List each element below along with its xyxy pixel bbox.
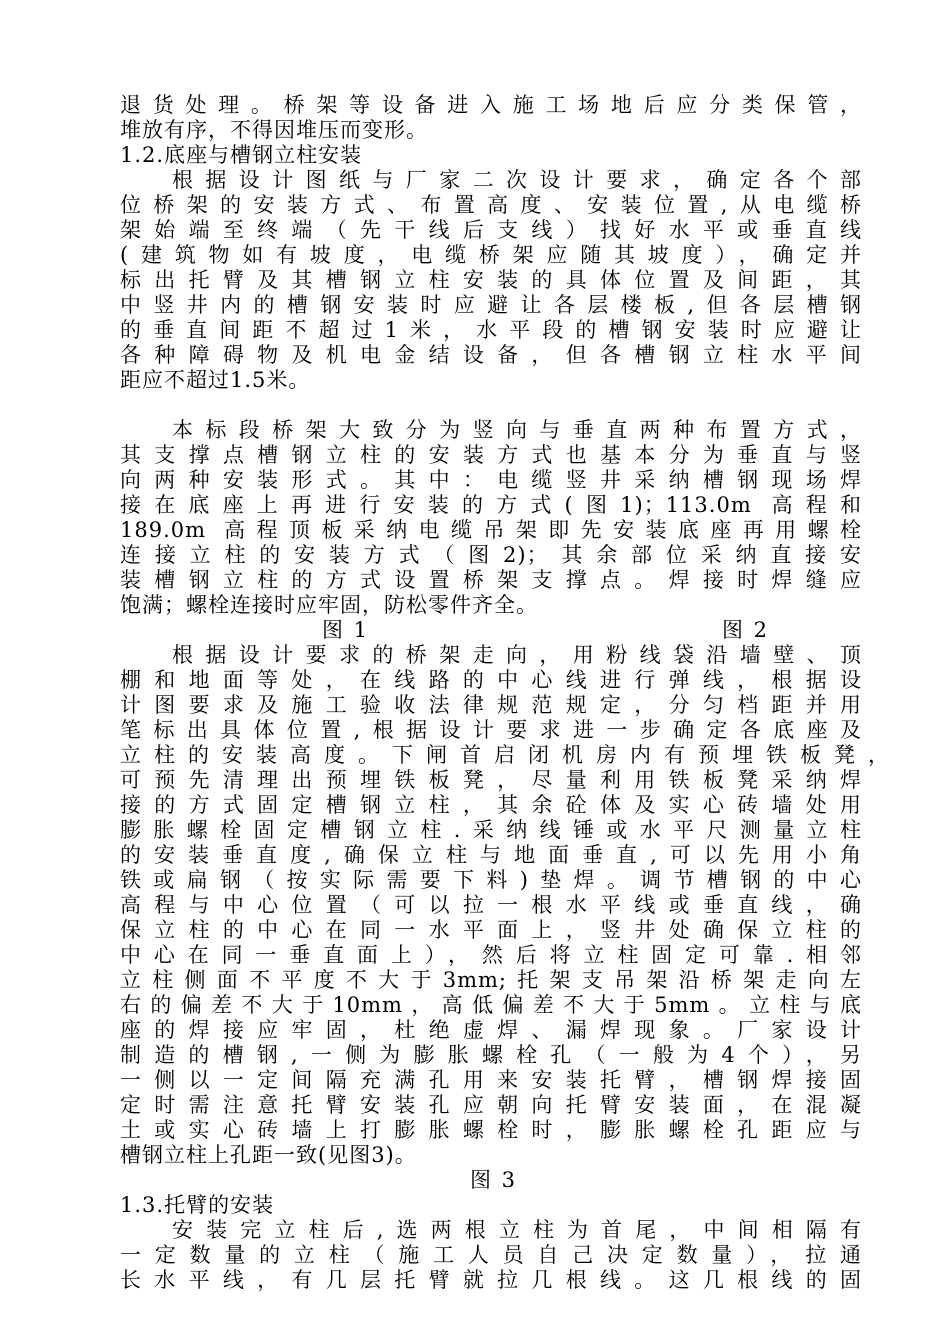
figure-1-caption: 图 1 [322,618,370,642]
text-line: 装槽钢立柱的方式设置桥架支撑点。焊接时焊缝应 [120,568,862,592]
text-line: 中心在同一垂直面上），然后将立柱固定可靠.相邻 [120,943,862,967]
text-line: 右的偏差不大于10mm，高低偏差不大于5mm。立柱与底 [120,993,862,1017]
text-line: 退货处理。桥架等设备进入施工场地后应分类保管， [120,93,862,117]
text-line: 高程与中心位置（可以拉一根水平线或垂直线，确 [120,893,862,917]
text-line: 中竖井内的槽钢安装时应避让各层楼板,但各层槽钢 [120,293,862,317]
figure-3-caption: 图 3 [470,1168,518,1192]
text-line: 铁或扁钢（按实际需要下料)垫焊。调节槽钢的中心 [120,868,862,892]
text-line: 长水平线，有几层托臂就拉几根线。这几根线的固 [120,1268,862,1292]
text-line: 保立柱的中心在同一水平面上，竖井处确保立柱的 [120,918,862,942]
text-line: 根据设计要求的桥架走向，用粉线袋沿墙壁、顶 [172,643,862,667]
text-line: 标出托臂及其槽钢立柱安装的具体位置及间距，其 [120,268,862,292]
text-line: 其支撑点槽钢立柱的安装方式也基本分为垂直与竖 [120,443,862,467]
text-line: 根据设计图纸与厂家二次设计要求，确定各个部 [172,168,862,192]
text-line: 距应不超过1.5米。 [120,368,311,392]
text-line: 各种障碍物及机电金结设备，但各槽钢立柱水平间 [120,343,862,367]
text-line: 笔标出具体位置,根据设计要求进一步确定各底座及 [120,718,862,742]
text-line: 立柱的安装高度。下闸首启闭机房内有预埋铁板凳， [120,743,890,767]
section-heading: 1.2.底座与槽钢立柱安装 [120,143,363,167]
text-line: 座的焊接应牢固，杜绝虚焊、漏焊现象。厂家设计 [120,1018,862,1042]
text-line: 的垂直间距不超过1米，水平段的槽钢安装时应避让 [120,318,862,342]
text-line: 接在底座上再进行安装的方式(图1)；113.0m 高程和 [120,493,862,517]
text-line: 堆放有序，不得因堆压而变形。 [120,118,428,142]
text-line: 膨胀螺栓固定槽钢立柱.采纳线锤或水平尺测量立柱 [120,818,862,842]
text-line: 土或实心砖墙上打膨胀螺栓时，膨胀螺栓孔距应与 [120,1118,862,1142]
text-line: 立柱侧面不平度不大于3mm;托架支吊架沿桥架走向左 [120,968,862,992]
text-line: 本标段桥架大致分为竖向与垂直两种布置方式， [172,418,862,442]
text-line: 制造的槽钢,一侧为膨胀螺栓孔（一般为4个），另 [120,1043,862,1067]
text-line: 棚和地面等处，在线路的中心线进行弹线，根据设 [120,668,862,692]
text-line: 的安装垂直度,确保立柱与地面垂直,可以先用小角 [120,843,862,867]
text-line: 架始端至终端（先干线后支线）找好水平或垂直线 [120,218,862,242]
text-line: 一定数量的立柱（施工人员自己决定数量），拉通 [120,1243,862,1267]
text-line: 饱满；螺栓连接时应牢固，防松零件齐全。 [120,593,538,617]
text-line: 向两种安装形式。其中：电缆竖井采纳槽钢现场焊 [120,468,862,492]
text-line: 一侧以一定间隔充满孔用来安装托臂，槽钢焊接固 [120,1068,862,1092]
section-heading: 1.3.托臂的安装 [120,1193,275,1217]
text-line: 计图要求及施工验收法律规范规定，分匀档距并用 [120,693,862,717]
text-line: 连接立柱的安装方式（图2)；其余部位采纳直接安 [120,543,862,567]
figure-2-caption: 图 2 [722,618,770,642]
text-line: 接的方式固定槽钢立柱，其余砼体及实心砖墙处用 [120,793,862,817]
text-line: 安装完立柱后,选两根立柱为首尾，中间相隔有 [172,1218,862,1242]
text-line: (建筑物如有坡度，电缆桥架应随其坡度），确定并 [120,243,862,267]
text-line: 定时需注意托臂安装孔应朝向托臂安装面，在混凝 [120,1093,862,1117]
text-line: 槽钢立柱上孔距一致(见图3)。 [120,1143,417,1167]
text-line: 189.0m 高程顶板采纳电缆吊架即先安装底座再用螺栓 [120,518,862,542]
text-line: 位桥架的安装方式、布置高度、安装位置,从电缆桥 [120,193,862,217]
text-line: 可预先清理出预埋铁板凳，尽量利用铁板凳采纳焊 [120,768,862,792]
